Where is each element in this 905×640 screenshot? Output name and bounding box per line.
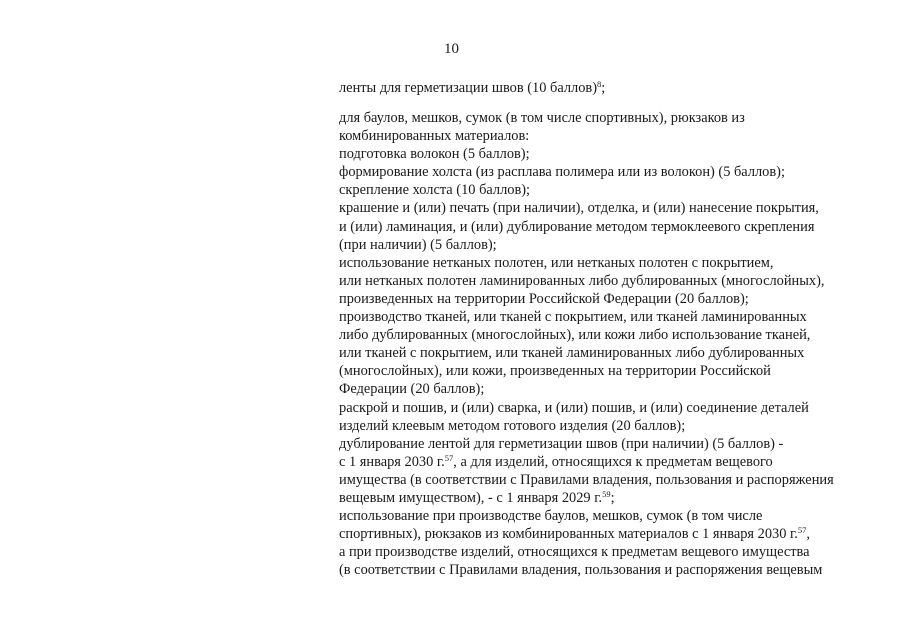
- text-line-content: производство тканей, или тканей с покрытием, или тканей ламинированных: [339, 309, 807, 326]
- text-line-content: имущества (в соответствии с Правилами владения, пользования и распоряжения: [339, 471, 834, 488]
- text-line: [339, 127, 834, 145]
- text-line: [339, 507, 834, 525]
- footnote-ref: 59: [602, 488, 611, 499]
- text-line: [339, 109, 834, 127]
- page-number: 10: [444, 41, 459, 57]
- text-line: [339, 344, 834, 362]
- text-line: [339, 290, 834, 308]
- text-line-content: изделий клеевым методом готового изделия (20 баллов);: [339, 417, 686, 434]
- text-line-content: а при производстве изделий, относящихся к предметам вещевого имущества: [339, 544, 810, 561]
- text-line-content: произведенных на территории Российской Федерации (20 баллов);: [339, 290, 749, 307]
- text-line: [339, 399, 834, 417]
- text-line-tail: ,: [806, 526, 810, 543]
- footnote-ref: 57: [444, 452, 454, 463]
- text-line-tail: ;: [610, 489, 615, 506]
- text-line-content: вещевым имуществом), - с 1 января 2029 г.: [339, 489, 603, 506]
- text-line: [339, 79, 605, 97]
- text-line: [339, 362, 834, 380]
- text-line-content: и (или) ламинация, и (или) дублирование методом термоклеевого скрепления: [339, 218, 815, 235]
- text-line-content: формирование холста (из расплава полимера или из волокон) (5 баллов);: [339, 164, 785, 181]
- text-line-tail: , а для изделий, относящихся к предметам вещевого: [453, 453, 773, 470]
- paragraph-main: [339, 109, 834, 579]
- text-line: [339, 218, 834, 236]
- text-line-content: дублирование лентой для герметизации швов (при наличии) (5 баллов) -: [339, 435, 784, 452]
- text-line: [339, 236, 834, 254]
- text-line: [339, 254, 834, 272]
- text-line-content: для баулов, мешков, сумок (в том числе спортивных), рюкзаков из: [339, 110, 745, 126]
- text-line: [339, 181, 834, 199]
- footnote-ref: 57: [797, 525, 807, 536]
- text-line: [339, 163, 834, 181]
- text-line-content: использование при производстве баулов, мешков, сумок (в том числе: [339, 508, 763, 525]
- text-line-content: (в соответствии с Правилами владения, пользования и распоряжения вещевым: [339, 562, 823, 579]
- text-line-content: либо дублированных (многослойных), или кожи либо использование тканей,: [339, 327, 811, 344]
- text-line: [339, 561, 834, 579]
- text-line-content: с 1 января 2030 г.: [339, 453, 445, 470]
- text-line: [339, 489, 834, 507]
- text-line: [339, 471, 834, 489]
- text-line-content: комбинированных материалов:: [339, 128, 530, 145]
- text-line: [339, 543, 834, 561]
- text-line-content: ленты для герметизации швов (10 баллов): [339, 80, 598, 96]
- text-line: [339, 525, 834, 543]
- text-line-content: Федерации (20 баллов);: [339, 381, 485, 398]
- text-line-content: использование нетканых полотен, или нетканых полотен с покрытием,: [339, 254, 774, 271]
- text-line-content: или нетканых полотен ламинированных либо дублированных (многослойных),: [339, 272, 825, 289]
- text-line: [339, 435, 834, 453]
- text-line: [339, 308, 834, 326]
- text-line-content: крашение и (или) печать (при наличии), отделка, и (или) нанесение покрытия,: [339, 200, 819, 217]
- text-line: [339, 326, 834, 344]
- text-line: [339, 417, 834, 435]
- text-line-tail: ;: [601, 80, 606, 96]
- text-line: [339, 145, 834, 163]
- text-line: [339, 453, 834, 471]
- text-line: [339, 272, 834, 290]
- text-line-content: или тканей с покрытием, или тканей ламинированных либо дублированных: [339, 345, 805, 362]
- text-line-content: (при наличии) (5 баллов);: [339, 236, 497, 253]
- text-line-content: спортивных), рюкзаков из комбинированных материалов с 1 января 2030 г.: [339, 526, 798, 543]
- text-line-content: скрепление холста (10 баллов);: [339, 182, 531, 199]
- paragraph-first: [339, 79, 605, 97]
- footnote-ref: 8: [597, 79, 602, 89]
- text-line-content: (многослойных), или кожи, произведенных на территории Российской: [339, 363, 771, 380]
- text-line-content: раскрой и пошив, и (или) сварка, и (или) пошив, и (или) соединение деталей: [339, 399, 809, 416]
- text-line: [339, 380, 834, 398]
- text-line-content: подготовка волокон (5 баллов);: [339, 146, 530, 163]
- text-line: [339, 199, 834, 217]
